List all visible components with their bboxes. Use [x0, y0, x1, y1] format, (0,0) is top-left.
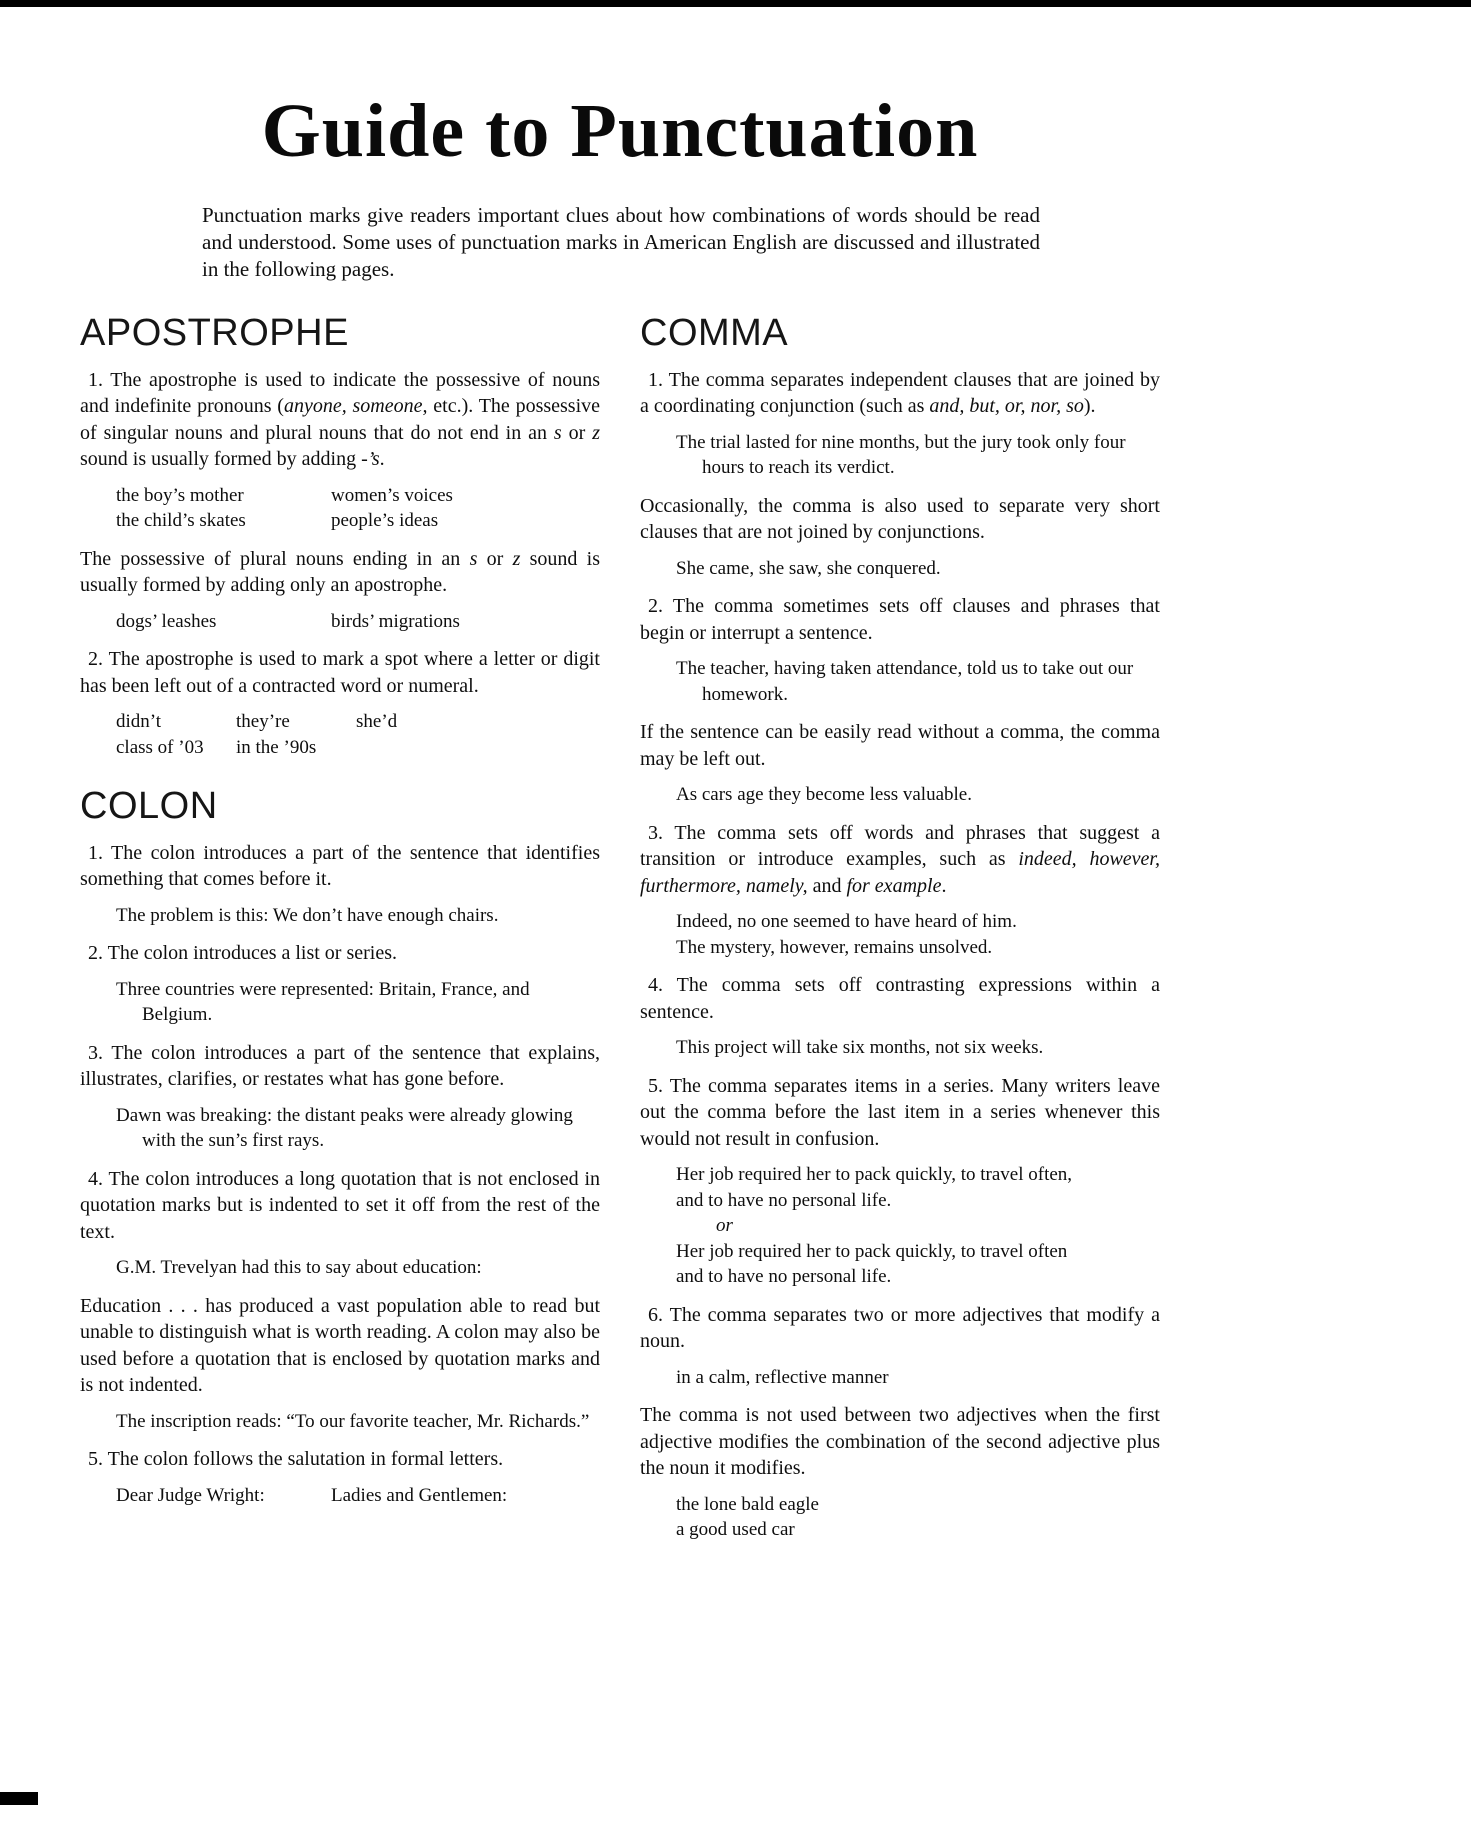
text-segment: 6. The comma separates two or more adjectives that modify a noun.: [640, 1303, 1160, 1353]
text-segment: indeed, however, furthermore, namely,: [640, 848, 1160, 897]
text-segment: 5. The comma separates items in a series. Many writers leave out the comma before the last item in a series whenever this would not result in confusion.: [640, 1074, 1160, 1150]
text-segment: or: [561, 421, 593, 444]
example-columns: [116, 1483, 600, 1509]
page-title: Guide to Punctuation: [261, 89, 979, 173]
example-item: in the ’90s: [236, 736, 317, 758]
body-paragraph: [640, 719, 1160, 772]
example-item: they’re: [236, 711, 290, 733]
text-segment: 1. The apostrophe is used to indicate the possessive of nouns and indefinite pronouns (: [80, 368, 600, 418]
example-columns: [116, 709, 600, 760]
example-line: or: [716, 1215, 733, 1237]
text-segment: 4. The comma sets off contrasting expressions within a sentence.: [640, 974, 1160, 1023]
text-segment: 4. The colon introduces a long quotation that is not enclosed in quotation marks but is indented to set it off from the rest of the text.: [80, 1167, 600, 1243]
text-segment: s: [553, 421, 562, 444]
scan-artifact-bottom: [0, 1792, 38, 1805]
example-line: The mystery, however, remains unsolved.: [676, 936, 993, 958]
example-line: and to have no personal life.: [676, 1266, 892, 1288]
text-segment: z: [592, 421, 600, 444]
text-segment: 5. The colon follows the salutation in formal letters.: [88, 1448, 504, 1471]
text-segment: and, but, or, nor, so: [929, 395, 1084, 418]
left-column: [80, 313, 600, 1553]
example-line: Dawn was breaking: the distant peaks were already glowing with the sun’s first rays.: [116, 1104, 573, 1152]
example-block: [116, 903, 600, 929]
text-segment: ’s: [367, 448, 380, 471]
example-line: The inscription reads: “To our favorite teacher, Mr. Richards.”: [116, 1410, 590, 1432]
example-item: she’d: [356, 711, 398, 733]
example-item: the child’s skates: [116, 510, 246, 532]
example-block: [676, 1035, 1160, 1061]
example-line: the lone bald eagle: [676, 1493, 819, 1515]
example-item: the boy’s mother: [116, 484, 244, 506]
example-block: [676, 656, 1160, 707]
example-columns: [116, 483, 600, 534]
example-block: [676, 1365, 1160, 1391]
text-segment: The possessive of plural nouns ending in an: [80, 547, 470, 570]
example-line: G.M. Trevelyan had this to say about education:: [116, 1257, 482, 1279]
example-block: [116, 1103, 600, 1154]
scan-artifact-top: [0, 0, 1471, 7]
text-segment: 3. The colon introduces a part of the sentence that explains, illustrates, clarifies, or restates what has gone before.: [80, 1041, 600, 1091]
example-item: didn’t: [116, 711, 162, 733]
rule-paragraph: [80, 940, 600, 967]
rule-paragraph: [640, 1302, 1160, 1355]
example-item: class of ’03: [116, 736, 204, 758]
example-line: Indeed, no one seemed to have heard of him.: [676, 911, 1017, 933]
two-column-layout: [80, 313, 1160, 1553]
text-segment: 2. The comma sometimes sets off clauses and phrases that begin or interrupt a sentence.: [640, 595, 1160, 644]
example-line: in a calm, reflective manner: [676, 1366, 889, 1388]
text-segment: .: [941, 874, 947, 897]
rule-paragraph: [80, 367, 600, 473]
example-line: The teacher, having taken attendance, told us to take out our homework.: [676, 658, 1134, 705]
text-segment: or: [477, 547, 513, 570]
section-heading-colon: COLON: [80, 785, 218, 828]
text-segment: 1. The colon introduces a part of the sentence that identifies something that comes before it.: [80, 841, 600, 891]
text-segment: ).: [1083, 395, 1096, 418]
example-block: [676, 1162, 1160, 1290]
example-line: The problem is this: We don’t have enough chairs.: [116, 904, 499, 926]
example-item: birds’ migrations: [331, 610, 460, 632]
example-line: She came, she saw, she conquered.: [676, 557, 941, 579]
example-line: a good used car: [676, 1519, 795, 1541]
text-segment: z: [512, 547, 521, 570]
rule-paragraph: [80, 1040, 600, 1093]
intro-paragraph: Punctuation marks give readers important clues about how combinations of words should be read and understood. Some uses of punctuation marks in American English are discussed and illustrated in the following pages.: [202, 202, 1040, 281]
text-segment: 2. The apostrophe is used to mark a spot where a letter or digit has been left out of a contracted word or numeral.: [80, 648, 600, 697]
example-line: Her job required her to pack quickly, to travel often: [676, 1240, 1068, 1262]
rule-paragraph: [640, 1073, 1160, 1153]
body-paragraph: [640, 1402, 1160, 1482]
text-segment: 3. The comma sets off words and phrases that suggest a transition or introduce examples, such as: [640, 821, 1160, 871]
text-segment: If the sentence can be easily read without a comma, the comma may be left out.: [640, 721, 1160, 770]
rule-paragraph: [80, 1166, 600, 1246]
text-segment: 1. The comma separates independent clauses that are joined by a coordinating conjunction (such as: [640, 368, 1160, 418]
example-block: [676, 1492, 1160, 1543]
text-segment: Education . . . has produced a vast population able to read but unable to distinguish what is worth reading. A colon may also be used before a quotation that is enclosed by quotation marks and is not indented.: [80, 1294, 600, 1397]
example-item: [356, 735, 476, 761]
text-segment: anyone, someone,: [283, 395, 428, 418]
example-item: Ladies and Gentlemen:: [331, 1484, 508, 1506]
text-segment: sound is usually formed by adding -: [80, 448, 368, 471]
text-segment: .: [379, 448, 385, 471]
example-line: The trial lasted for nine months, but the jury took only four hours to reach its verdict.: [676, 431, 1126, 479]
example-block: [116, 1409, 600, 1435]
example-columns: [116, 609, 600, 635]
body-paragraph: [80, 1293, 600, 1399]
example-line: Three countries were represented: Britain, France, and Belgium.: [116, 978, 530, 1026]
rule-paragraph: [640, 820, 1160, 900]
right-column: [640, 313, 1160, 1553]
example-block: [676, 909, 1160, 960]
example-block: [116, 977, 600, 1028]
rule-paragraph: [80, 646, 600, 699]
example-item: dogs’ leashes: [116, 610, 217, 632]
rule-paragraph: [80, 1446, 600, 1473]
rule-paragraph: [80, 840, 600, 893]
text-segment: The comma is not used between two adjectives when the first adjective modifies the combination of the second adjective plus the noun it modifies.: [640, 1404, 1160, 1480]
example-block: [116, 1255, 600, 1281]
body-paragraph: [80, 546, 600, 599]
text-segment: and: [807, 874, 847, 897]
example-block: [676, 556, 1160, 582]
text-segment: etc.). The possessive of singular nouns and plural nouns that do not end in an: [80, 395, 601, 444]
section-heading-apostrophe: APOSTROPHE: [80, 311, 349, 354]
example-item: Dear Judge Wright:: [116, 1484, 265, 1506]
example-line: Her job required her to pack quickly, to travel often,: [676, 1164, 1073, 1186]
example-item: women’s voices: [331, 484, 453, 506]
example-item: people’s ideas: [331, 510, 439, 532]
rule-paragraph: [640, 972, 1160, 1025]
example-line: As cars age they become less valuable.: [676, 784, 972, 806]
text-segment: Occasionally, the comma is also used to separate very short clauses that are not joined by conjunctions.: [640, 494, 1160, 544]
example-block: [676, 430, 1160, 481]
text-segment: s: [469, 547, 478, 570]
example-block: [676, 782, 1160, 808]
text-segment: sound is usually formed by adding only an apostrophe.: [80, 547, 601, 597]
rule-paragraph: [640, 593, 1160, 646]
document-page: [80, 0, 1160, 1553]
text-segment: for example: [846, 874, 942, 897]
section-heading-comma: COMMA: [640, 311, 789, 354]
example-line: This project will take six months, not six weeks.: [676, 1037, 1044, 1059]
text-segment: 2. The colon introduces a list or series.: [88, 942, 398, 965]
example-line: and to have no personal life.: [676, 1189, 892, 1211]
rule-paragraph: [640, 367, 1160, 420]
body-paragraph: [640, 493, 1160, 546]
